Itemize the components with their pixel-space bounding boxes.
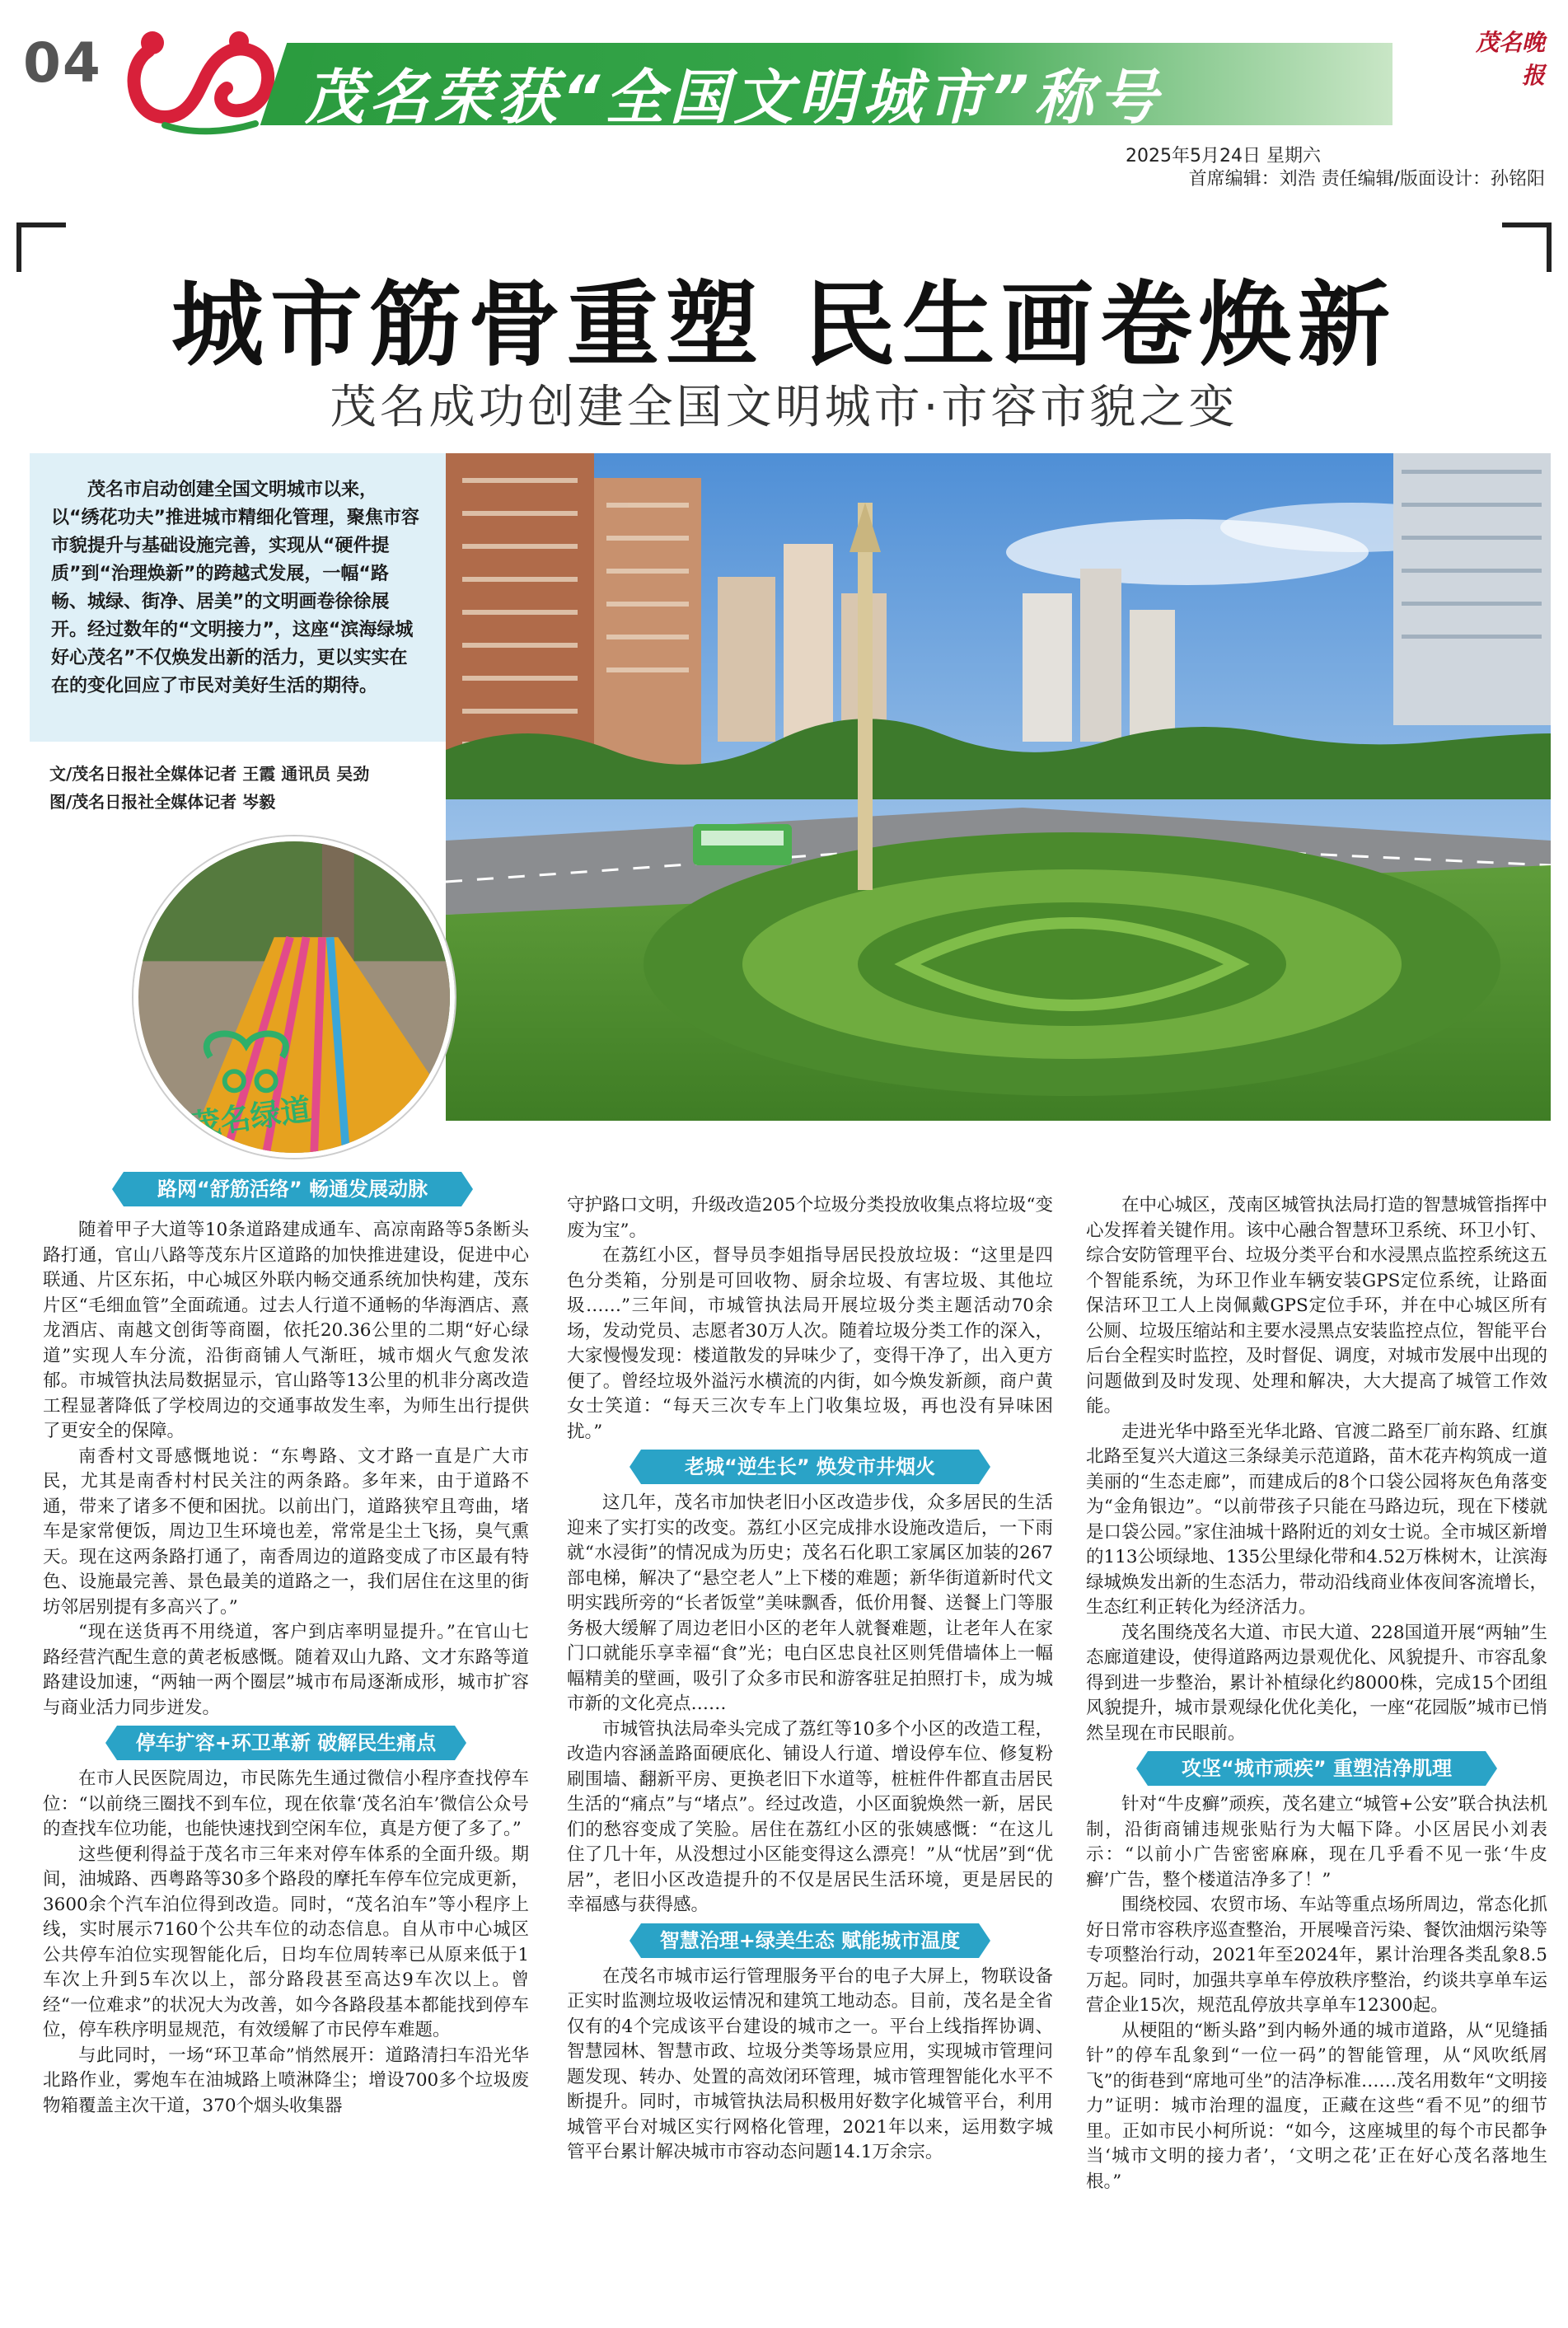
issue-date: 2025年5月24日 星期六 <box>1126 146 1321 166</box>
inset-photo-greenway <box>133 836 455 1158</box>
paragraph: 这些便利得益于茂名市三年来对停车体系的全面升级。期间，油城路、西粤路等30多个路段的摩托车停车位完成更新，3600余个汽车泊位得到改造。同时，“茂名泊车”等小程序上线，实时展示7160个公共车位的动态信息。自从市中心城区公共停车泊位实现智能化后，日均车位周转率已从原来低于1车次上升到5车次以上，部分路段甚至高达9车次以上。曾经“一位难求”的状况大为改善，如今各路段基本都能找到停车位，停车秩序明显规范，有效缓解了市民停车难题。 <box>43 1843 529 2040</box>
paragraph: 南香村文哥感慨地说：“东粤路、文才路一直是广大市民，尤其是南香村村民关注的两条路。多年来，由于道路不通，带来了诸多不便和困扰。以前出门，道路狭窄且弯曲，堵车是家常便饭，周边卫生环境也差，常常是尘土飞扬，臭气熏天。现在这两条路打通了，南香周边的道路变成了市区最有特色、设施最完善、景色最美的道路之一，我们居住在这里的街坊邻居别提有多高兴了。” <box>43 1445 529 1618</box>
paragraph: 在茂名市城市运行管理服务平台的电子大屏上，物联设备正实时监测垃圾收运情况和建筑工地动态。目前，茂名是全省仅有的4个完成该平台建设的城市之一。平台上线指挥协调、智慧园林、智慧市政、垃圾分类等场景应用，实现城市管理问题发现、转办、处置的高效闭环管理，城市管理智能化水平不断提升。同时，市城管执法局积极用好数字化城管平台，利用城管平台对城区实行网格化管理，2021年以来，运用数字城管平台累计解决城市市容动态问题14.1万余宗。 <box>567 1965 1053 2162</box>
paragraph: 守护路口文明，升级改造205个垃圾分类投放收集点将垃圾“变废为宝”。 <box>567 1195 1053 1241</box>
paragraph: 走进光华中路至光华北路、官渡二路至厂前东路、红旗北路至复兴大道这三条绿美示范道路，苗木花卉构筑成一道美丽的“生态走廊”，而建成后的8个口袋公园将灰色角落变为“金角银边”。“以前带孩子只能在马路边玩，现在下楼就是口袋公园。”家住油城十路附近的刘女士说。全市城区新增的113公顷绿地、135公里绿化带和4.52万株树木，让滨海绿城焕发出新的生态活力，带动沿线商业体夜间客流增长，生态红利正转化为经济活力。 <box>1086 1421 1547 1618</box>
editor-credits: 首席编辑：刘浩 责任编辑/版面设计：孙铭阳 <box>1188 169 1545 190</box>
paragraph: 这几年，茂名市加快老旧小区改造步伐，众多居民的生活迎来了实打实的改变。荔红小区完成排水设施改造后，一下雨就“水浸街”的情况成为历史；茂名石化职工家属区加装的267部电梯，解决了“悬空老人”上下楼的难题；新华街道新时代文明实践所旁的“长者饭堂”美味飘香，低价用餐、送餐上门等服务极大缓解了周边老旧小区的老年人就餐难题，让老年人在家门口就能乐享幸福“食”光；电白区忠良社区则凭借墙体上一幅幅精美的壁画，吸引了众多市民和游客驻足拍照打卡，成为城市新的文化亮点…… <box>567 1492 1053 1714</box>
article-column-1 <box>43 1218 529 2119</box>
paragraph: 围绕校园、农贸市场、车站等重点场所周边，常态化抓好日常市容秩序巡查整治，开展噪音污染、餐饮油烟污染等专项整治行动，2021年至2024年，累计治理各类乱象8.5万起。同时，加强共享单车停放秩序整治，约谈共享单车运营企业15次，规范乱停放共享单车12300起。 <box>1086 1895 1547 2016</box>
paragraph: 与此同时，一场“环卫革命”悄然展开：道路清扫车沿光华北路作业，雾炮车在油城路上喷淋降尘；增设700多个垃圾废物箱覆盖主次干道，370个烟头收集器 <box>43 2045 529 2116</box>
page-header <box>0 0 1568 206</box>
paragraph: 茂名围绕茂名大道、市民大道、228国道开展“两轴”生态廊道建设，使得道路两边景观优化、风貌提升、市容乱象得到进一步整治，累计补植绿化约8000株，完成15个团组风貌提升，城市景观绿化优化美化，一座“花园版”城市已悄然呈现在市民眼前。 <box>1086 1622 1547 1744</box>
byline <box>49 760 461 816</box>
paragraph: 随着甲子大道等10条道路建成通车、高凉南路等5条断头路打通，官山八路等茂东片区道路的加快推进建设，促进中心联通、片区东拓，中心城区外联内畅交通系统加快构建，茂东片区“毛细血管”全面疏通。过去人行道不通畅的华海酒店、熹龙酒店、南越文创街等商圈，依托20.36公里的二期“好心绿道”实现人车分流，沿街商铺人气渐旺，城市烟火气愈发浓郁。市城管执法局数据显示，官山路等13公里的机非分离改造工程显著降低了学校周边的交通事故发生率，为师生出行提供了更安全的保障。 <box>43 1220 529 1441</box>
main-headline: 城市筋骨重塑 民生画卷焕新 <box>171 272 1397 379</box>
lead-box <box>30 453 446 742</box>
paragraph: 市城管执法局牵头完成了荔红等10多个小区的改造工程，改造内容涵盖路面硬底化、铺设人行道、增设停车位、修复粉刷围墙、翻新平房、更换老旧下水道等，桩桩件件都直击居民生活的“痛点”与“堵点”。经过改造，小区面貌焕然一新，居民们的愁容变成了笑脸。居住在荔红小区的张姨感慨：“在这儿住了几十年，从没想过小区能变得这么漂亮！”从“忧居”到“优居”，老旧小区改造提升的不仅是居民生活环境，更是居民的幸福感与获得感。 <box>567 1718 1053 1915</box>
byline-photo: 图/茂名日报社全媒体记者 岑毅 <box>49 792 276 812</box>
paragraph: “现在送货再不用绕道，客户到店率明显提升。”在官山七路经营汽配生意的黄老板感慨。随着双山九路、文才东路等道路建设加速，“两轴一两个圈层”城市布局逐渐成形，城市扩容与商业活力同步迸发。 <box>43 1622 529 1718</box>
header-title: 茂名荣获“全国文明城市”称号 <box>305 63 1163 132</box>
byline-text: 文/茂名日报社全媒体记者 王霞 通讯员 吴劲 <box>49 764 370 784</box>
paragraph: 从梗阻的“断头路”到内畅外通的城市道路，从“见缝插针”的停车乱象到“一位一码”的智能管理，从“风吹纸屑飞”的街巷到“席地可坐”的洁净标准……茂名用数年“文明接力”证明：城市治理的温度，正藏在这些“看不见”的细节里。正如市民小柯所说：“如今，这座城里的每个市民都争当‘城市文明的接力者’，‘文明之花’正在好心茂名落地生根。” <box>1086 2020 1547 2192</box>
inset-photo-text: 茂名绿道 <box>188 1091 314 1144</box>
paragraph: 在市人民医院周边，市民陈先生通过微信小程序查找停车位：“以前绕三圈找不到车位，现在依靠‘茂名泊车’微信公众号的查找车位功能，也能快速找到空闲车位，真是方便了多了。” <box>43 1768 529 1839</box>
paragraph: 在荔红小区，督导员李姐指导居民投放垃圾：“这里是四色分类箱，分别是可回收物、厨余垃圾、有害垃圾、其他垃圾……”三年间，市城管执法局开展垃圾分类主题活动70余场，发动党员、志愿者30万人次。随着垃圾分类工作的深入，大家慢慢发现：楼道散发的异味少了，变得干净了，出入更方便了。曾经垃圾外溢污水横流的内街，如今焕发新颜，商户黄女士笑道：“每天三次专车上门收集垃圾，再也没有异味困扰。” <box>567 1245 1053 1442</box>
article-column-3 <box>1086 1193 1547 2195</box>
section-heading-city-ills: 攻坚“城市顽疾” 重塑洁净肌理 <box>1148 1751 1486 1786</box>
section-heading-smart-governance: 智慧治理+绿美生态 赋能城市温度 <box>641 1923 979 1958</box>
article-column-2 <box>567 1193 1053 2166</box>
paragraph: 在中心城区，茂南区城管执法局打造的智慧城管指挥中心发挥着关键作用。该中心融合智慧环卫系统、环卫小钉、综合安防管理平台、垃圾分类平台和水浸黑点监控系统这五个智能系统，为环卫作业车辆安装GPS定位系统，让路面保洁环卫工人上岗佩戴GPS定位手环，并在中心城区所有公厕、垃圾压缩站和主要水浸黑点安装监控点位，智能平台后台全程实时监控，及时督促、调度，对城市发展中出现的问题做到及时发现、处理和解决，大大提高了城管工作效能。 <box>1086 1195 1547 1417</box>
lead-text: 茂名市启动创建全国文明城市以来，以“绣花功夫”推进城市精细化管理，聚焦市容市貌提升与基础设施完善，实现从“硬件提质”到“治理焕新”的跨越式发展，一幅“路畅、城绿、街净、居美”的文明画卷徐徐展开。经过数年的“文明接力”，这座“滨海绿城 好心茂名”不仅焕发出新的活力，更以实实在在的变化回应了市民对美好生活的期待。 <box>51 480 419 696</box>
section-heading-roads: 路网“舒筋活络” 畅通发展动脉 <box>124 1172 461 1206</box>
main-photo-city-roundabout <box>446 453 1551 1121</box>
paragraph: 针对“牛皮癣”顽疾，茂名建立“城管+公安”联合执法机制，沿街商铺违规张贴行为大幅下降。小区居民小刘表示：“以前小广告密密麻麻，现在几乎看不见一张‘牛皮癣’广告，整个楼道洁净多了！” <box>1086 1794 1547 1890</box>
sub-headline: 茂名成功创建全国文明城市·市容市貌之变 <box>330 381 1238 434</box>
page-number: 04 <box>23 31 102 95</box>
section-heading-parking: 停车扩容+环卫革新 破解民生痛点 <box>117 1726 455 1760</box>
masthead-logo: 茂名晚报 <box>1475 29 1545 89</box>
section-heading-old-town: 老城“逆生长” 焕发市井烟火 <box>641 1450 979 1484</box>
